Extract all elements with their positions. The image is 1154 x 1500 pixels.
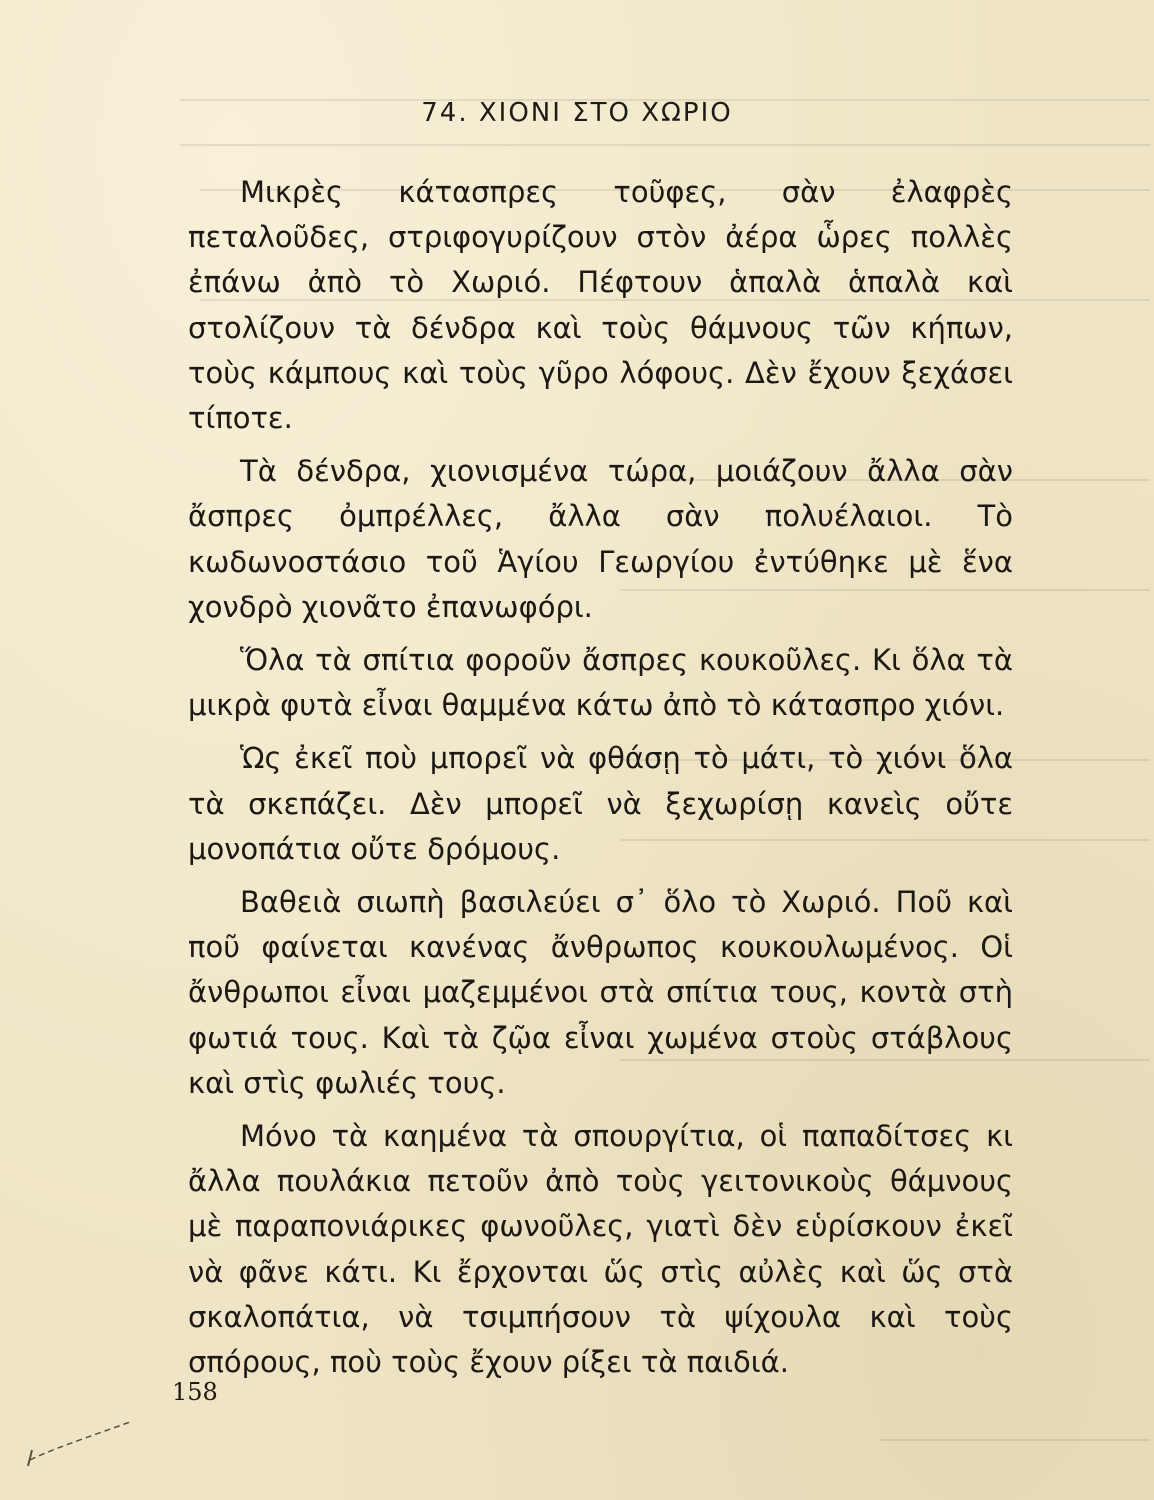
- chapter-title: 74. ΧΙΟΝΙ ΣΤΟ ΧΩΡΙΟ: [421, 98, 733, 128]
- paragraph-2: Τὰ δένδρα, χιονισμένα τώρα, μοιάζουν ἄλλα σὰν ἄσπρες ὀμπρέλλες, ἄλλα σὰν πολυέλαιοι. Τὸ κωδωνοστάσιο τοῦ Ἁγίου Γεωργίου ἐντύθηκε μὲ ἕνα χονδρὸ χιονᾶτο ἐπανωφόρι.: [188, 454, 1013, 624]
- paragraph-5: Βαθειὰ σιωπὴ βασιλεύει σ᾽ ὅλο τὸ Χωριό. Ποῦ καὶ ποῦ φαίνεται κανένας ἄνθρωπος κουκουλωμένος. Οἱ ἄνθρωποι εἶναι μαζεμμένοι στὰ σπίτια τους, κοντὰ στὴ φωτιά τους. Καὶ τὰ ζῷα εἶναι χωμένα στοὺς στάβλους καὶ στὶς φωλιές τους.: [188, 885, 1013, 1100]
- paragraph-4: Ὡς ἐκεῖ ποὺ μπορεῖ νὰ φθάσῃ τὸ μάτι, τὸ χιόνι ὅλα τὰ σκεπάζει. Δὲν μπορεῖ νὰ ξεχωρίσῃ κανεὶς οὔτε μονοπάτια οὔτε δρόμους.: [188, 741, 1013, 866]
- paragraph-3: Ὅλα τὰ σπίτια φοροῦν ἄσπρες κουκοῦλες. Κι ὅλα τὰ μικρὰ φυτὰ εἶναι θαμμένα κάτω ἀπὸ τὸ κάτασπρο χιόνι.: [188, 643, 1013, 723]
- paragraph-6: Μόνο τὰ καημένα τὰ σπουργίτια, οἱ παπαδίτσες κι ἄλλα πουλάκια πετοῦν ἀπὸ τοὺς γειτονικοὺς θάμνους μὲ παραπονιάρικες φωνοῦλες, γιατὶ δὲν εὑρίσκουν ἐκεῖ νὰ φᾶνε κάτι. Κι ἔρχονται ὥς στὶς αὐλὲς καὶ ὥς στὰ σκαλοπάτια, νὰ τσιμπήσουν τὰ ψίχουλα καὶ τοὺς σπόρους, ποὺ τοὺς ἔχουν ρίξει τὰ παιδιά.: [188, 1119, 1013, 1380]
- page-number: 158: [172, 1378, 218, 1406]
- pencil-mark-icon: [20, 1410, 140, 1470]
- paragraph-1: Μικρὲς κάτασπρες τοῦφες, σὰν ἐλαφρὲς πεταλοῦδες, στριφογυρίζουν στὸν ἀέρα ὧρες πολλὲς ἐπάνω ἀπὸ τὸ Χωριό. Πέφτουν ἁπαλὰ ἁπαλὰ καὶ στολίζουν τὰ δένδρα καὶ τοὺς θάμνους τῶν κήπων, τοὺς κάμπους καὶ τοὺς γῦρο λόφους. Δὲν ἔχουν ξεχάσει τίποτε.: [188, 175, 1013, 436]
- body-text: [188, 170, 1013, 1393]
